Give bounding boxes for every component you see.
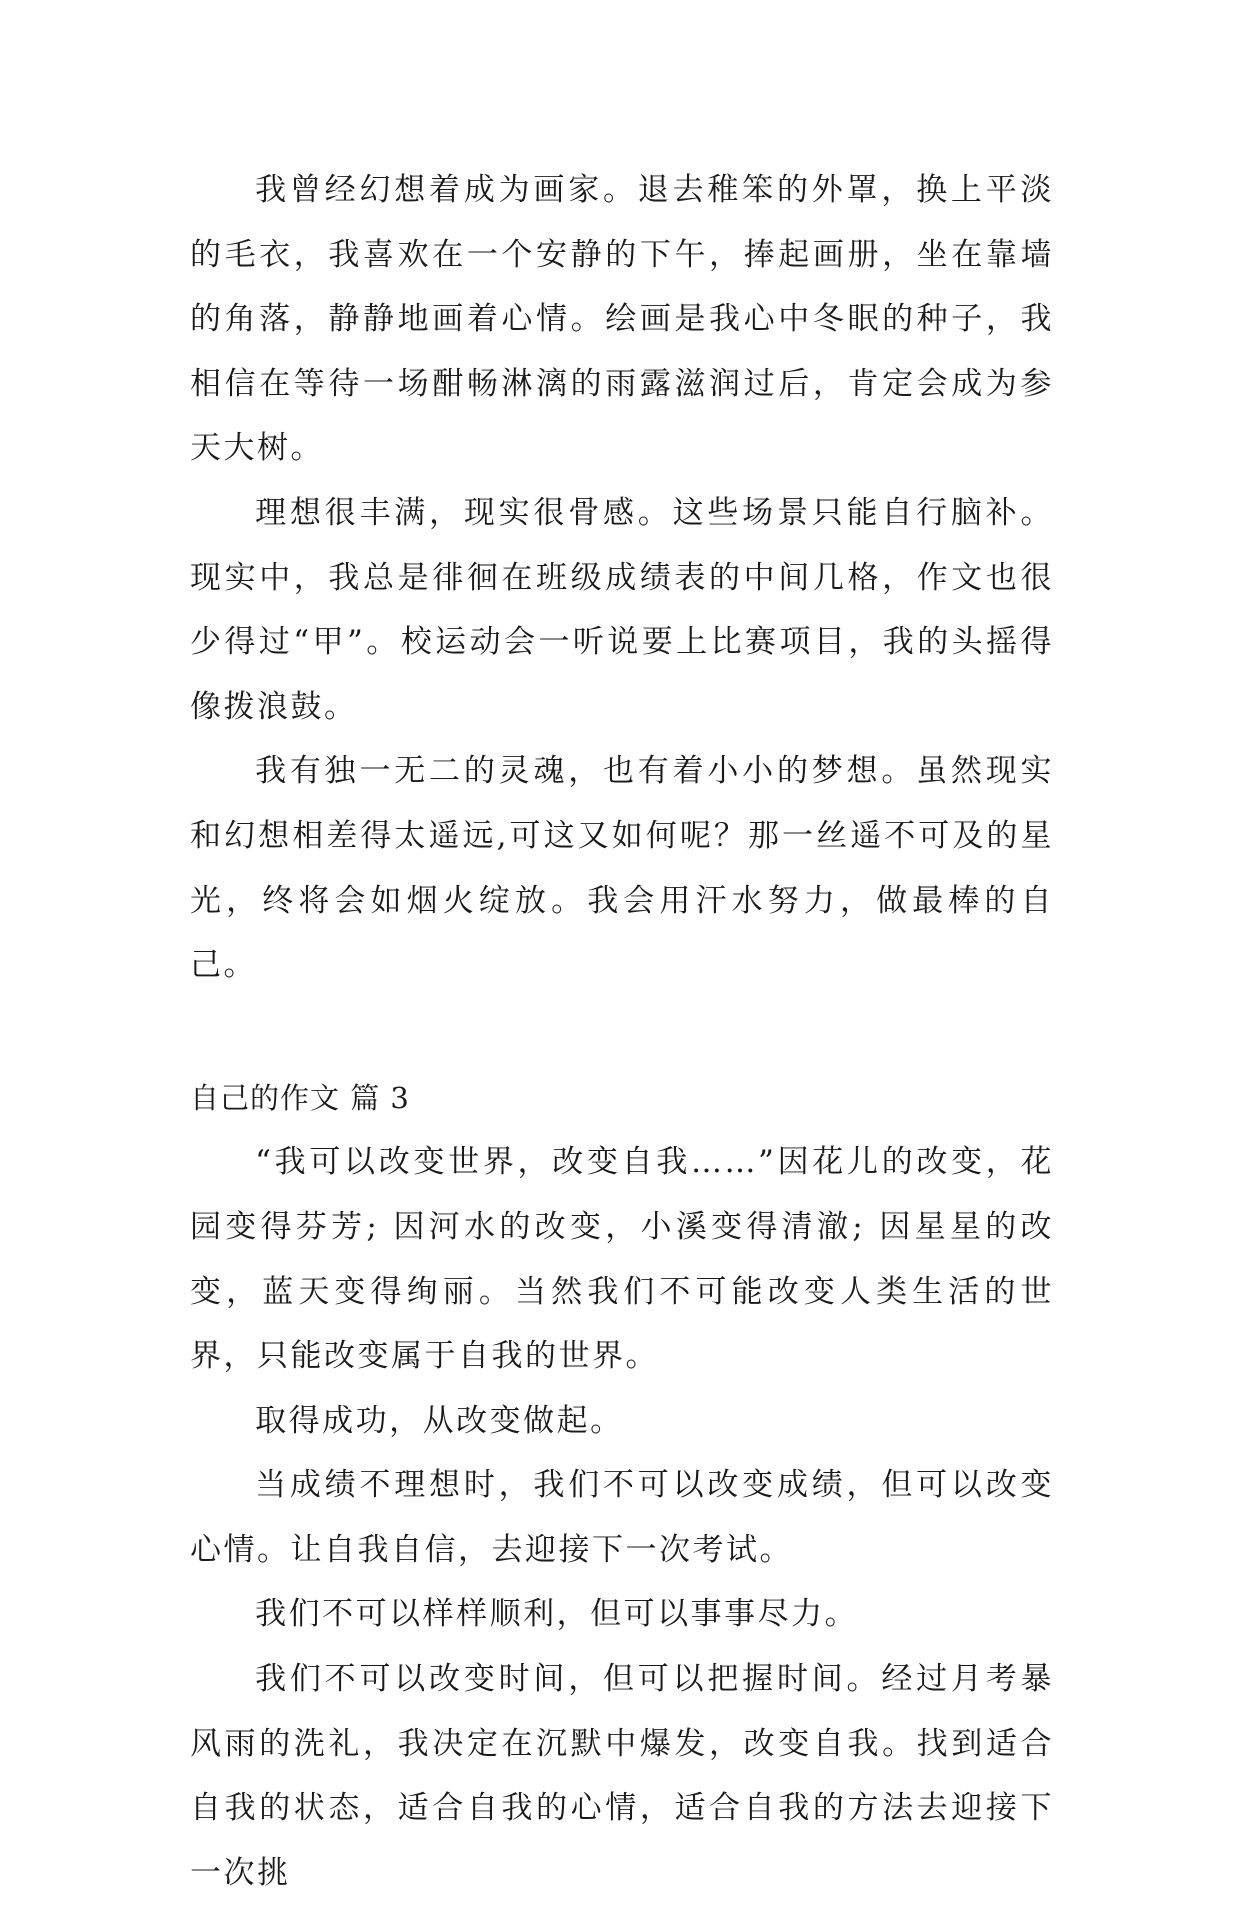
paragraph-time: 我们不可以改变时间，但可以把握时间。经过月考暴风雨的洗礼，我决定在沉默中爆发，改变自我。找到适合自我的状态，适合自我的心情，适合自我的方法去迎接下一次挑: [190, 1661, 1054, 1891]
paragraph-change-world: “我可以改变世界，改变自我……”因花儿的改变，花园变得芬芳; 因河水的改变，小溪变得清澈; 因星星的改变，蓝天变得绚丽。当然我们不可能改变人类生活的世界，只能改变属于自我的世界。: [190, 1144, 1054, 1375]
paragraph-success: 取得成功，从改变做起。: [255, 1402, 624, 1439]
paragraph-unique-soul: 我有独一无二的灵魂，也有着小小的梦想。虽然现实和幻想相差得太遥远,可这又如何呢？那一丝遥不可及的星光，终将会如烟火绽放。我会用汗水努力，做最棒的自己。: [190, 753, 1054, 984]
paragraph-effort: 我们不可以样样顺利，但可以事事尽力。: [255, 1596, 859, 1633]
section-spacer: [190, 998, 1054, 1066]
paragraph-painter-dream: 我曾经幻想着成为画家。退去稚笨的外罩，换上平淡的毛衣，我喜欢在一个安静的下午，捧起画册，坐在靠墙的角落，静静地画着心情。绘画是我心中冬眠的种子，我相信在等待一场酣畅淋漓的雨露滋润过后，肯定会成为参天大树。: [190, 172, 1054, 467]
paragraph-reality: 理想很丰满，现实很骨感。这些场景只能自行脑补。现实中，我总是徘徊在班级成绩表的中间几格，作文也很少得过“甲”。校运动会一听说要上比赛项目，我的头摇得像拨浪鼓。: [190, 494, 1054, 725]
document-body: [190, 158, 1054, 1905]
section-heading: 自己的作文 篇 3: [190, 1080, 410, 1115]
paragraph-grades: 当成绩不理想时，我们不可以改变成绩，但可以改变心情。让自我自信，去迎接下一次考试。: [190, 1467, 1054, 1568]
